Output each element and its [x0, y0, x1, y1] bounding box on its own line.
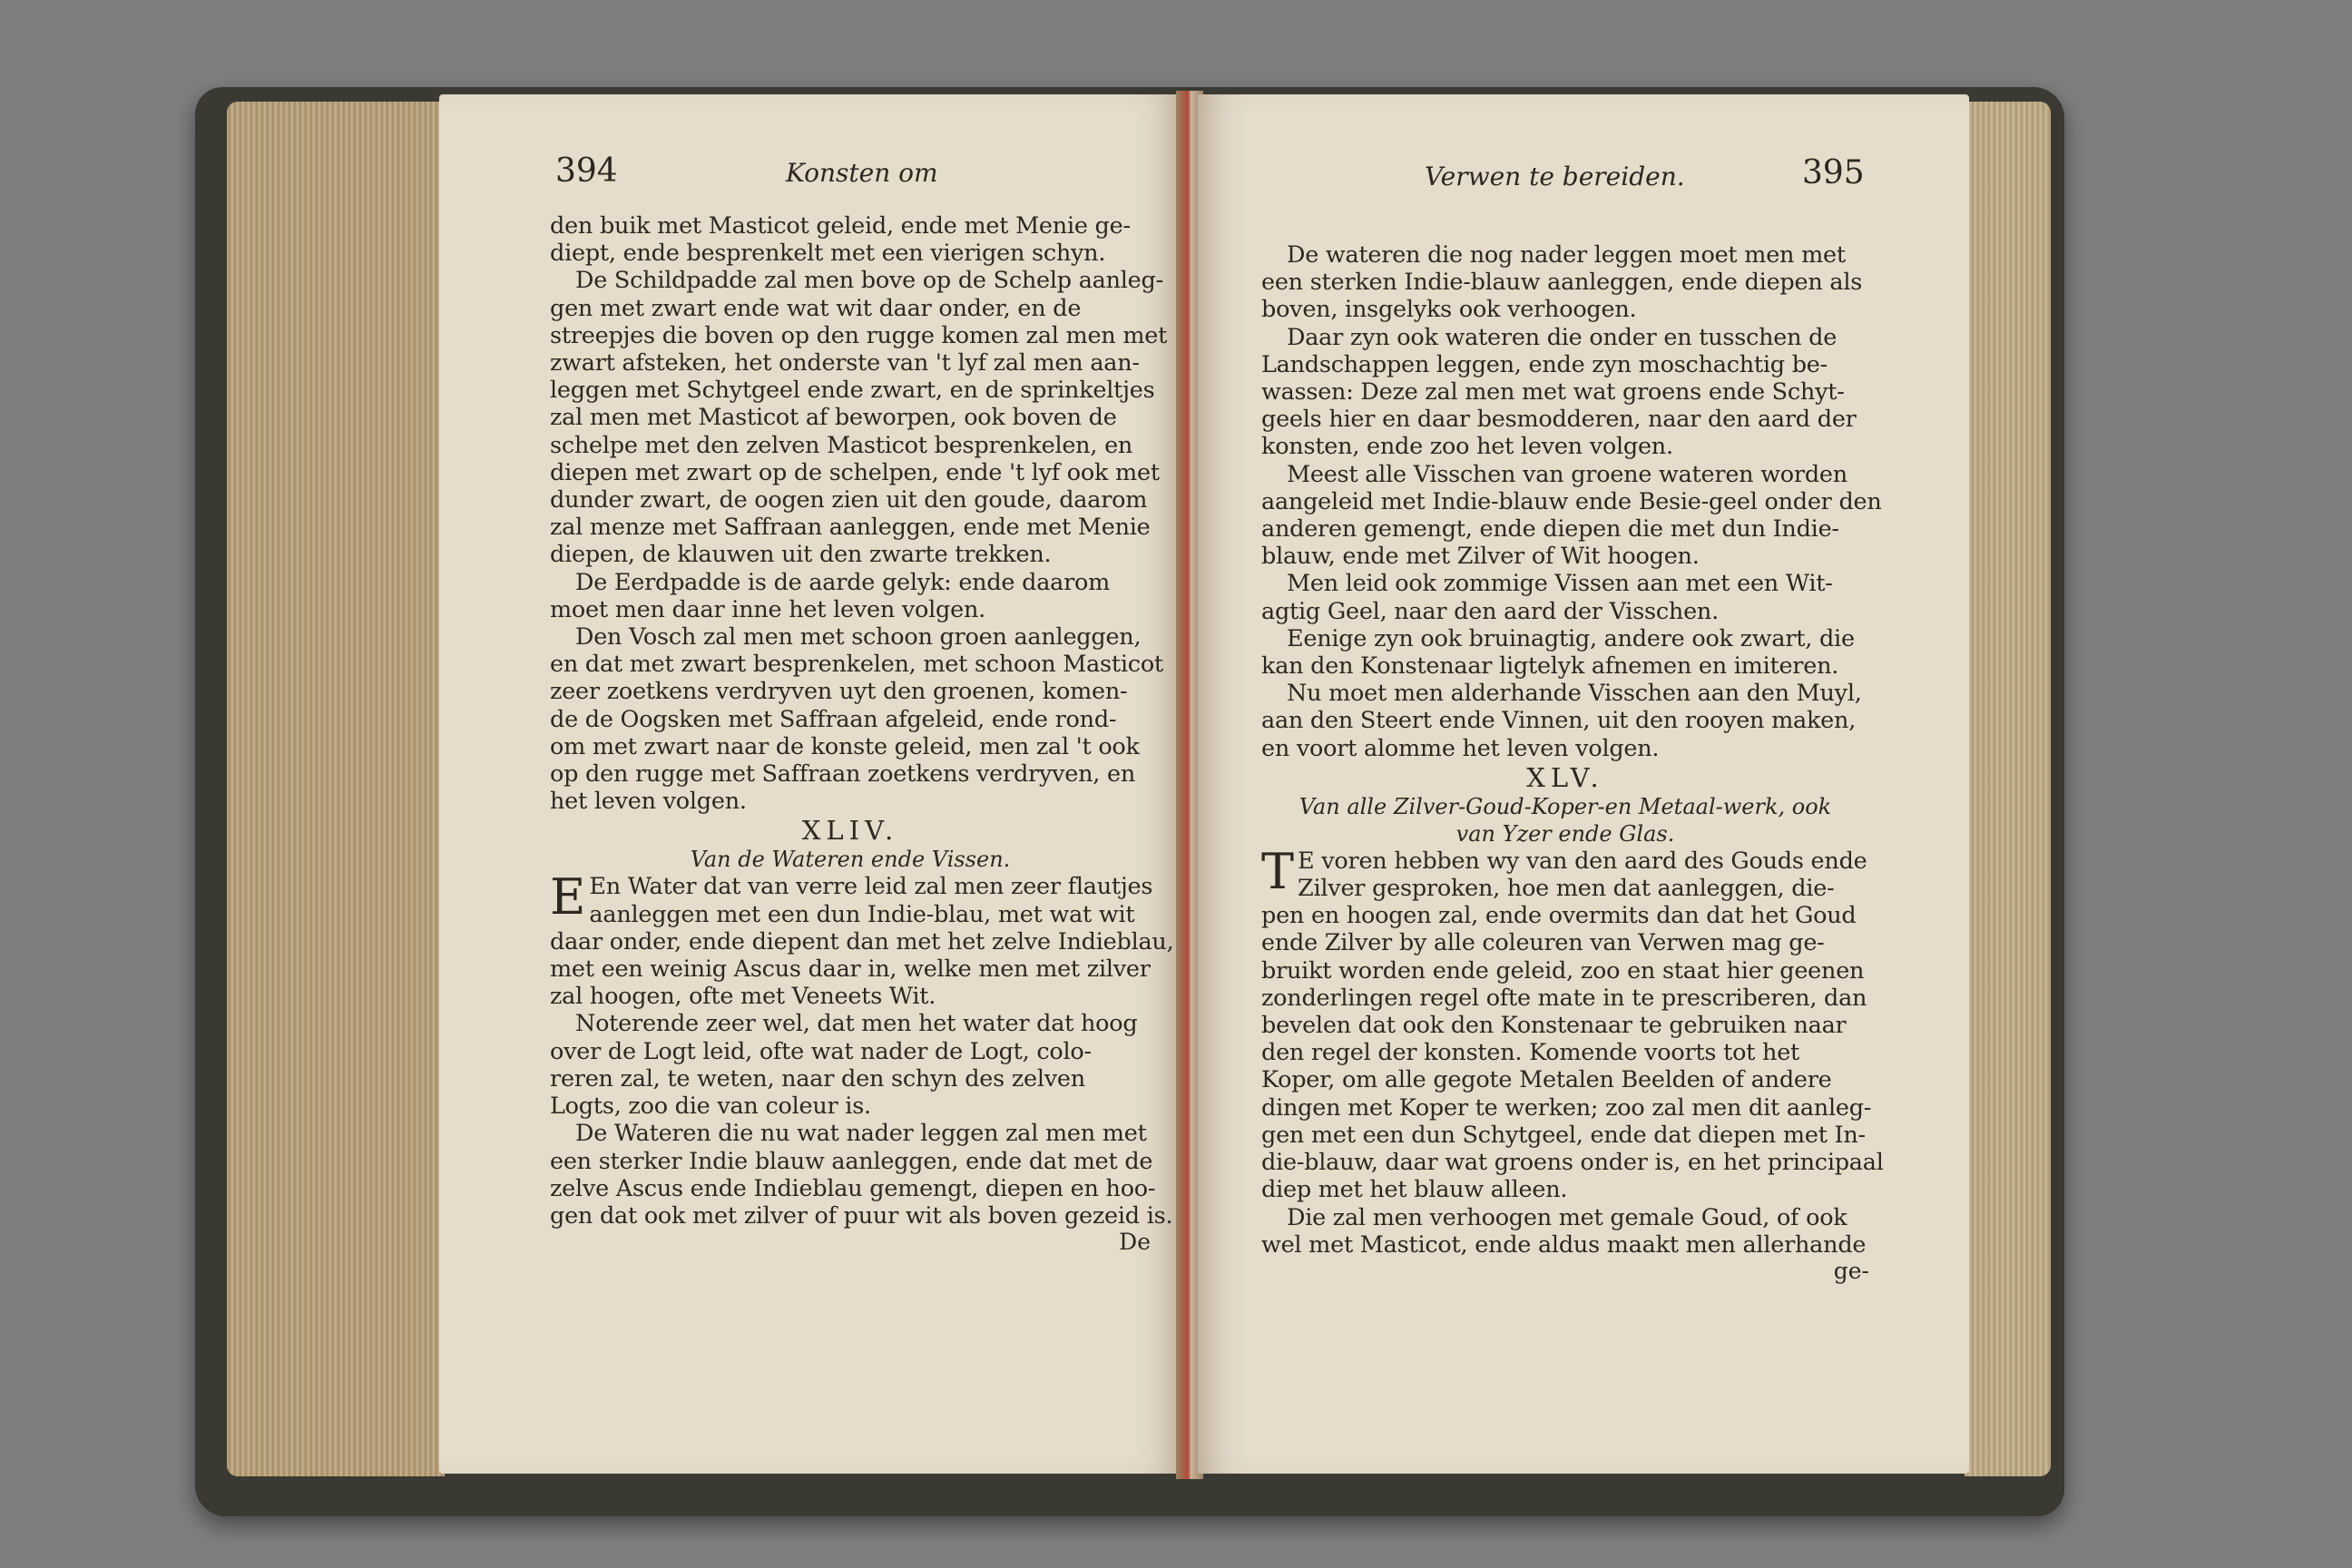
text-line: wel met Masticot, ende aldus maakt men allerhande	[1261, 1230, 1867, 1259]
drop-cap: T	[1261, 842, 1295, 900]
text-line: zonderlingen regel ofte mate in te prescriberen, dan	[1261, 984, 1867, 1012]
text-line: streepjes die boven op den rugge komen zal men met	[550, 321, 1168, 349]
text-line: De Schildpadde zal men bove op de Schelp aanleg-	[575, 267, 1163, 295]
text-line: E voren hebben wy van den aard des Gouds ende	[1298, 847, 1867, 875]
left-running-head: Konsten om	[786, 158, 938, 188]
right-header	[1198, 154, 1969, 194]
text-line: bruikt worden ende geleid, zoo en staat hier geenen	[1261, 956, 1865, 985]
text-line: De Eerdpadde is de aarde gelyk: ende daarom	[575, 568, 1111, 596]
chapter-number: XLIV.	[801, 815, 899, 847]
text-line: diep met het blauw alleen.	[1261, 1176, 1568, 1204]
text-line: die-blauw, daar wat groens onder is, en het principaal	[1261, 1149, 1884, 1177]
text-line: leggen met Schytgeel ende zwart, en de sprinkeltjes	[550, 377, 1155, 405]
text-line: diept, ende besprenkelt met een vierigen schyn.	[550, 240, 1106, 268]
text-line: diepen met zwart op de schelpen, ende 't lyf ook met	[550, 458, 1160, 486]
text-line: Daar zyn ook wateren die onder en tusschen de	[1287, 323, 1838, 351]
text-line: dunder zwart, de oogen zien uit den goude, daarom	[550, 486, 1148, 514]
text-line: zal men met Masticot af beworpen, ook boven de	[550, 404, 1117, 432]
text-line: Den Vosch zal men met schoon groen aanleggen,	[575, 623, 1142, 652]
text-line: Men leid ook zommige Vissen aan met een Wit-	[1287, 570, 1833, 598]
catchword: ge-	[1833, 1257, 1869, 1284]
text-line: Die zal men verhoogen met gemale Goud, of ook	[1287, 1203, 1847, 1231]
text-line: De Wateren die nu wat nader leggen zal men met	[575, 1120, 1147, 1148]
left-text	[550, 212, 1174, 1256]
right-page	[1198, 94, 1969, 1474]
text-line: pen en hoogen zal, ende overmits dan dat het Goud	[1261, 902, 1857, 930]
text-line: zal hoogen, ofte met Veneets Wit.	[550, 983, 936, 1011]
text-line: Nu moet men alderhande Visschen aan den Muyl,	[1287, 680, 1862, 708]
text-line: daar onder, ende diepent dan met het zelve Indieblau,	[550, 927, 1174, 956]
text-line: reren zal, te weten, naar den schyn des zelven	[550, 1064, 1085, 1093]
right-lines-after	[1261, 842, 1884, 1259]
left-lines-before	[550, 212, 1168, 816]
left-lines-after	[550, 868, 1174, 1230]
text-line: konsten, ende zoo het leven volgen.	[1261, 433, 1673, 461]
text-line: Koper, om alle gegote Metalen Beelden of andere	[1261, 1066, 1832, 1094]
text-line: over de Logt leid, ofte wat nader de Logt, colo-	[550, 1037, 1092, 1065]
text-line: De wateren die nog nader leggen moet men met	[1287, 241, 1846, 269]
text-line: boven, insgelyks ook verhoogen.	[1261, 296, 1637, 324]
text-line: gen dat ook met zilver of puur wit als boven gezeid is.	[550, 1201, 1173, 1230]
chapter-title: Van alle Zilver-Goud-Koper-en Metaal-werk, ook	[1298, 793, 1832, 819]
text-line: zeer zoetkens verdryven uyt den groenen, komen-	[550, 678, 1128, 706]
text-line: Landschappen leggen, ende zyn moschachtig be-	[1261, 350, 1828, 378]
text-line: den buik met Masticot geleid, ende met Menie ge-	[550, 212, 1131, 240]
text-line: schelpe met den zelven Masticot besprenkelen, en	[550, 431, 1133, 459]
text-line: zwart afsteken, het onderste van 't lyf zal men aan-	[550, 349, 1140, 377]
text-line: kan den Konstenaar ligtelyk afnemen en imiteren.	[1261, 652, 1839, 681]
text-line: zal menze met Saffraan aanleggen, ende met Menie	[550, 514, 1151, 542]
text-line: ende Zilver by alle coleuren van Verwen mag ge-	[1261, 929, 1825, 957]
text-line: moet men daar inne het leven volgen.	[550, 595, 985, 623]
right-page-number: 395	[1802, 154, 1865, 191]
text-line: wassen: Deze zal men met wat groens ende Schyt-	[1261, 378, 1845, 407]
text-line: Eenige zyn ook bruinagtig, andere ook zwart, die	[1287, 624, 1855, 652]
text-line: gen met zwart ende wat wit daar onder, en de	[550, 294, 1082, 322]
text-line: met een weinig Ascus daar in, welke men met zilver	[550, 956, 1151, 984]
drop-cap: E	[550, 868, 586, 926]
text-line: diepen, de klauwen uit den zwarte trekken.	[550, 541, 1052, 569]
text-line: en voort alomme het leven volgen.	[1261, 734, 1660, 762]
text-line: zelve Ascus ende Indieblau gemengt, diepen en hoo-	[550, 1174, 1156, 1202]
text-line: dingen met Koper te werken; zoo zal men dit aanleg-	[1261, 1093, 1872, 1122]
text-line: Zilver gesproken, hoe men dat aanleggen, die-	[1298, 875, 1835, 903]
text-line: aanleggen met een dun Indie-blau, met wat wit	[589, 900, 1135, 928]
text-line: aan den Steert ende Vinnen, uit den rooyen maken,	[1261, 707, 1857, 735]
text-line: de de Oogsken met Saffraan afgeleid, ende rond-	[550, 705, 1117, 733]
page-block-left	[227, 102, 445, 1476]
page-block-right	[1965, 102, 2051, 1476]
chapter-number: XLV.	[1526, 761, 1604, 793]
catchword: De	[1119, 1229, 1151, 1256]
right-lines-before	[1261, 241, 1882, 762]
text-line: En Water dat van verre leid zal men zeer flautjes	[589, 873, 1153, 901]
text-line: anderen gemengt, ende diepen die met dun Indie-	[1261, 515, 1839, 544]
left-page-number: 394	[555, 152, 618, 190]
text-line: Noterende zeer wel, dat men het water dat hoog	[575, 1010, 1138, 1038]
text-line: en dat met zwart besprenkelen, met schoon Masticot	[550, 651, 1163, 679]
right-running-head: Verwen te bereiden.	[1425, 162, 1685, 191]
left-header	[439, 152, 1181, 194]
text-line: Meest alle Visschen van groene wateren worden	[1287, 460, 1847, 488]
chapter-title: Van de Wateren ende Vissen.	[690, 847, 1011, 873]
text-line: den regel der konsten. Komende voorts tot het	[1261, 1039, 1800, 1067]
left-page	[439, 94, 1181, 1474]
text-line: op den rugge met Saffraan zoetkens verdryven, en	[550, 760, 1136, 789]
text-line: blauw, ende met Zilver of Wit hoogen.	[1261, 543, 1700, 571]
chapter-title-continued: van Yzer ende Glas.	[1455, 820, 1675, 847]
right-text	[1261, 241, 1884, 1284]
text-line: geels hier en daar besmodderen, naar den aard der	[1261, 406, 1857, 434]
text-line: agtig Geel, naar den aard der Visschen.	[1261, 597, 1719, 625]
text-line: om met zwart naar de konste geleid, men zal 't ook	[550, 732, 1140, 760]
text-line: bevelen dat ook den Konstenaar te gebruiken naar	[1261, 1012, 1847, 1040]
text-line: het leven volgen.	[550, 788, 747, 816]
text-line: gen met een dun Schytgeel, ende dat diepen met In-	[1261, 1121, 1866, 1149]
text-line: een sterker Indie blauw aanleggen, ende dat met de	[550, 1147, 1153, 1175]
text-line: Logts, zoo die van coleur is.	[550, 1093, 871, 1121]
text-line: een sterken Indie-blauw aanleggen, ende diepen als	[1261, 269, 1863, 297]
text-line: aangeleid met Indie-blauw ende Besie-geel onder den	[1261, 487, 1882, 515]
